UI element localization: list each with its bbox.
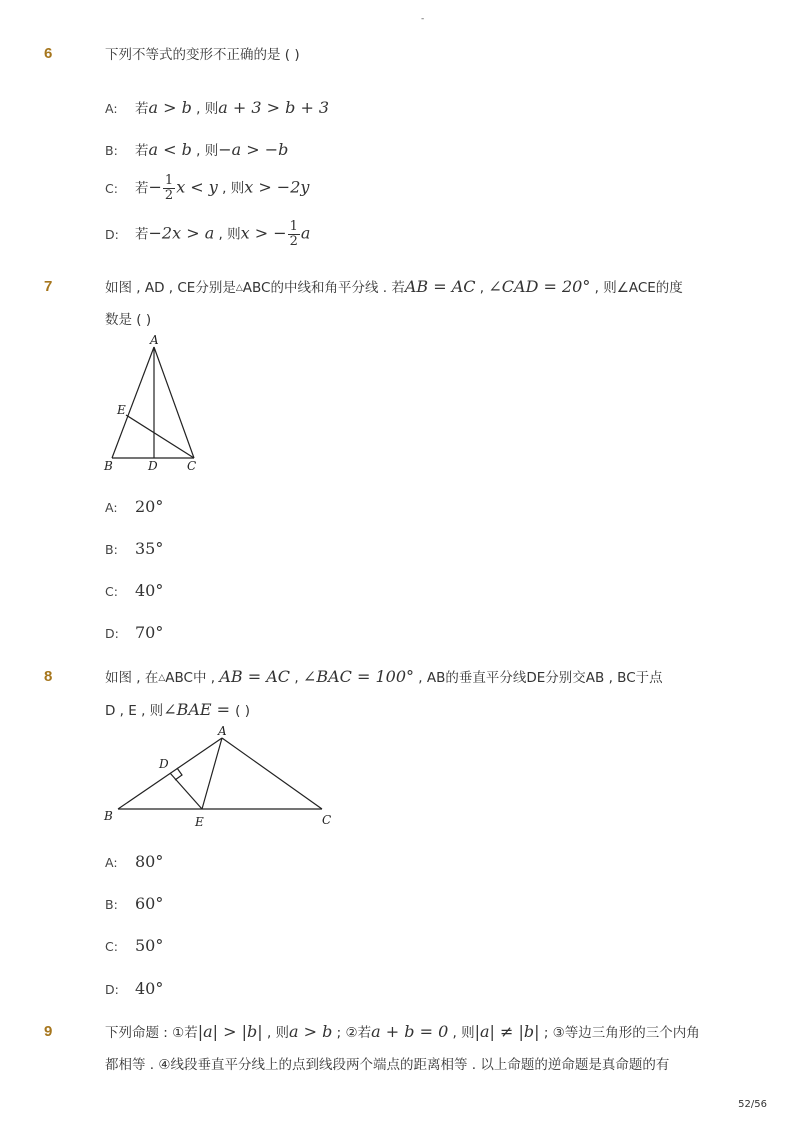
header-mark: - <box>421 14 425 24</box>
option-value: 60° <box>135 894 164 913</box>
question-number-9: 9 <box>44 1023 53 1040</box>
question-number-7: 7 <box>44 278 53 295</box>
question-7-stem-line-1: 如图 , AD , CE分别是△ABC的中线和角平分线 . 若AB = AC , ∠CAD = 20° , 则∠ACE的度 <box>105 277 683 296</box>
q7-triangle-figure <box>100 332 210 474</box>
fraction: $\frac{1}{2}$ <box>164 173 174 203</box>
question-8-stem-line-2: D , E , 则∠BAE = ( ) <box>105 700 250 719</box>
question-9-stem-line-2: 都相等 . ④线段垂直平分线上的点到线段两个端点的距离相等 . 以上命题的逆命题是真命题的有 <box>105 1057 670 1073</box>
label-e: E <box>117 403 126 417</box>
q6-option-d[interactable]: D: 若−2x > a , 则x > − $\frac{1}{2}$ a <box>105 219 311 249</box>
option-value: 70° <box>135 623 164 642</box>
option-label: A: <box>105 855 118 870</box>
option-value: 50° <box>135 936 164 955</box>
q8-option-a[interactable] <box>105 852 163 871</box>
question-number-8: 8 <box>44 668 53 685</box>
label-b: B <box>104 809 113 823</box>
option-label: B: <box>105 143 118 158</box>
option-value: 35° <box>135 539 164 558</box>
question-7-stem-line-2: 数是 ( ) <box>105 312 152 328</box>
q7-option-a[interactable] <box>105 497 163 516</box>
question-8-stem-line-1: 如图 , 在△ABC中 , AB = AC , ∠BAC = 100° , AB的垂直平分线DE分别交AB , BC于点 <box>105 667 663 686</box>
option-label: C: <box>105 939 118 954</box>
question-8-stem <box>105 661 725 727</box>
label-c: C <box>322 813 332 827</box>
segment-de <box>170 773 202 809</box>
option-label: C: <box>105 180 118 196</box>
label-c: C <box>187 459 197 473</box>
side-ac <box>154 347 194 458</box>
question-7-stem <box>105 271 725 336</box>
option-value: 20° <box>135 497 164 516</box>
question-6-stem: 下列不等式的变形不正确的是 ( ) <box>105 47 300 63</box>
option-value: 40° <box>135 581 164 600</box>
option-value: 40° <box>135 979 164 998</box>
option-label: D: <box>105 982 119 997</box>
option-label: C: <box>105 584 118 599</box>
question-9-stem-line-1: 下列命题 : ①若|a| > |b| , 则a > b ; ②若a + b = 0 , 则|a| ≠ |b| ; ③等边三角形的三个内角 <box>105 1022 700 1041</box>
label-d: D <box>159 757 169 771</box>
q8-triangle-figure <box>100 722 340 832</box>
option-value: 80° <box>135 852 164 871</box>
segment-ce <box>126 415 194 458</box>
q8-option-c[interactable] <box>105 936 163 955</box>
q8-option-d[interactable] <box>105 979 163 998</box>
segment-ae <box>202 738 222 809</box>
q6-option-c[interactable]: C: 若− $\frac{1}{2}$ x < y , 则x > −2y <box>105 173 310 203</box>
option-label: D: <box>105 226 119 242</box>
option-label: B: <box>105 897 118 912</box>
fraction: $\frac{1}{2}$ <box>289 219 298 249</box>
q6-option-b[interactable]: B: 若a < b , 则−a > −b <box>105 140 289 159</box>
q7-option-d[interactable] <box>105 623 163 642</box>
label-a: A <box>218 724 227 738</box>
option-label: B: <box>105 542 118 557</box>
option-label: A: <box>105 101 118 116</box>
q6-option-a[interactable]: A: 若a > b , 则a + 3 > b + 3 <box>105 98 330 117</box>
side-ac <box>222 738 322 809</box>
q7-option-b[interactable] <box>105 539 163 558</box>
page-number: 52/56 <box>738 1099 767 1110</box>
option-label: A: <box>105 500 118 515</box>
label-d: D <box>148 459 158 473</box>
question-number-6: 6 <box>44 45 53 62</box>
question-9-stem <box>105 1016 745 1081</box>
label-a: A <box>150 333 159 347</box>
option-label: D: <box>105 626 119 641</box>
label-b: B <box>104 459 113 473</box>
q7-option-c[interactable] <box>105 581 163 600</box>
label-e: E <box>195 815 204 829</box>
q8-option-b[interactable] <box>105 894 163 913</box>
